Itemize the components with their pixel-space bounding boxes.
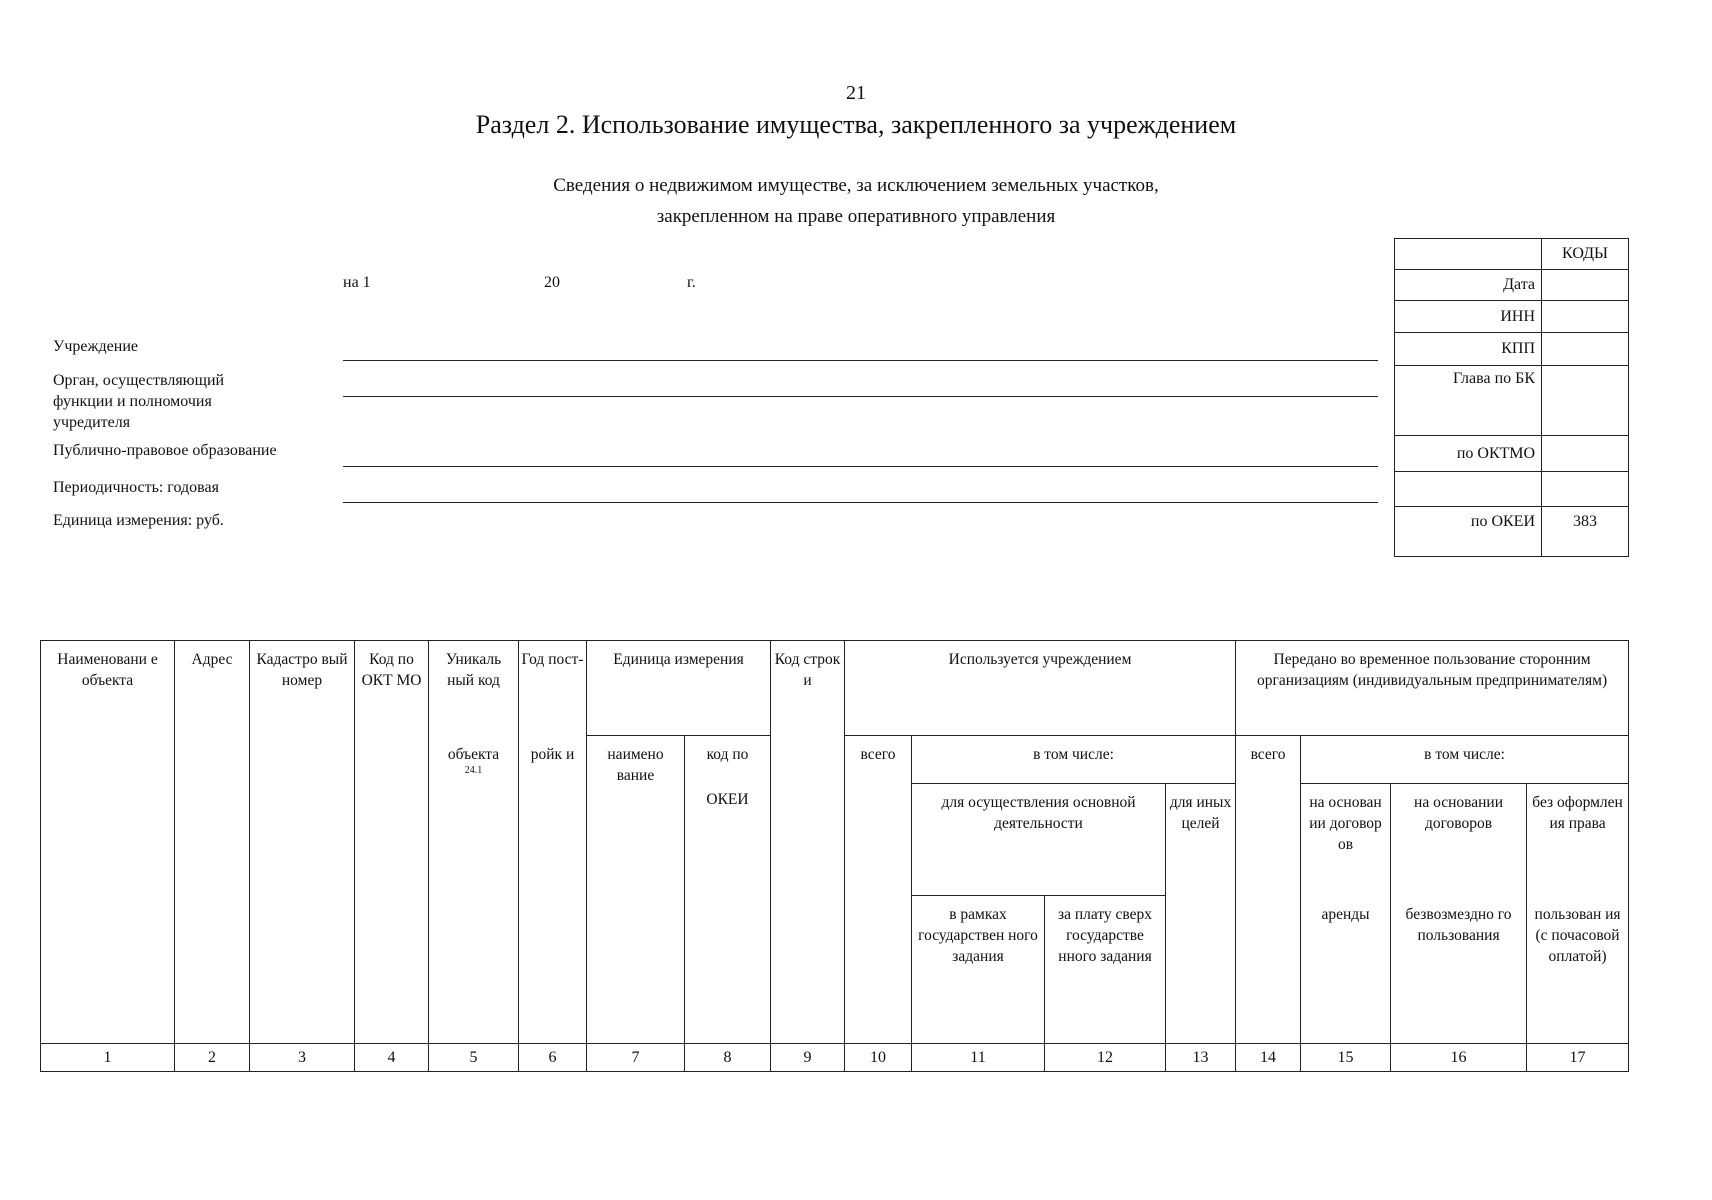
col-header-year: Год пост- (519, 641, 587, 736)
column-number: 3 (250, 1044, 355, 1072)
code-value[interactable] (1542, 301, 1629, 333)
col-header-tr-rent-2: аренды (1301, 896, 1391, 1044)
code-label: Дата (1395, 270, 1542, 301)
code-label: ИНН (1395, 301, 1542, 333)
col-header-used-other: для иных целей (1166, 784, 1236, 1044)
founder-label-line: Орган, осуществляющий (53, 372, 225, 389)
unit-code-label: код по (706, 746, 749, 763)
public-entity-line[interactable] (343, 466, 1378, 467)
col-header-tr-incl: в том числе: (1301, 736, 1629, 784)
column-number: 17 (1527, 1044, 1629, 1072)
column-number: 10 (845, 1044, 912, 1072)
codes-blank (1395, 239, 1542, 270)
unique-object-label: объекта (447, 745, 500, 763)
code-label: КПП (1395, 333, 1542, 366)
col-header-name: Наименовани е объекта (41, 641, 175, 1044)
col-header-tr-free: на основании договоров (1391, 784, 1527, 896)
col-header-unit: Единица измерения (587, 641, 771, 736)
code-label: Глава по БК (1395, 366, 1542, 436)
column-number: 14 (1236, 1044, 1301, 1072)
col-header-used-incl: в том числе: (912, 736, 1236, 784)
code-value[interactable]: 383 (1542, 507, 1629, 557)
property-table (40, 640, 1629, 1072)
codes-table (1394, 238, 1629, 557)
col-header-unit-name: наимено вание (587, 736, 685, 1044)
founder-label-line: учредителя (53, 414, 131, 431)
unit-code-okei: ОКЕИ (706, 791, 749, 808)
code-value[interactable] (1542, 333, 1629, 366)
column-number: 4 (355, 1044, 429, 1072)
periodicity-label: Периодичность: годовая (53, 479, 219, 496)
section-title: Раздел 2. Использование имущества, закрепленного за учреждением (475, 110, 1237, 139)
col-header-oktmo: Код по ОКТ МО (355, 641, 429, 1044)
code-label: по ОКЕИ (1395, 507, 1542, 557)
founder-label-line: функции и полномочия (53, 393, 212, 410)
col-header-tr-rent: на основан ии договор ов (1301, 784, 1391, 896)
column-number: 5 (429, 1044, 519, 1072)
unit-label: Единица измерения: руб. (53, 512, 224, 529)
column-number: 7 (587, 1044, 685, 1072)
column-number: 6 (519, 1044, 587, 1072)
institution-line[interactable] (343, 360, 1378, 361)
subtitle-line-2: закрепленном на праве оперативного управления (656, 206, 1056, 227)
col-header-tr-none-2: пользован ия (с почасовой оплатой) (1527, 896, 1629, 1044)
code-value[interactable] (1542, 270, 1629, 301)
col-header-cadastral: Кадастро вый номер (250, 641, 355, 1044)
code-value[interactable] (1542, 436, 1629, 472)
col-header-used: Используется учреждением (845, 641, 1236, 736)
institution-label: Учреждение (53, 338, 138, 355)
col-header-row-code: Код строк и (771, 641, 845, 1044)
date-suffix: г. (687, 274, 696, 291)
col-header-address: Адрес (175, 641, 250, 1044)
column-number: 9 (771, 1044, 845, 1072)
column-number: 16 (1391, 1044, 1527, 1072)
code-label: по ОКТМО (1395, 436, 1542, 472)
col-header-tr-total: всего (1236, 736, 1301, 1044)
codes-header: КОДЫ (1542, 239, 1629, 270)
col-header-used-paid: за плату сверх государстве нного задания (1045, 896, 1166, 1044)
date-year: 20 (544, 274, 560, 291)
column-number: 13 (1166, 1044, 1236, 1072)
col-header-used-main: для осуществления основной деятельности (912, 784, 1166, 896)
column-number: 8 (685, 1044, 771, 1072)
col-header-unit-code (685, 736, 771, 1044)
column-number: 1 (41, 1044, 175, 1072)
periodicity-line[interactable] (343, 502, 1378, 503)
col-header-used-total: всего (845, 736, 912, 1044)
column-number: 2 (175, 1044, 250, 1072)
col-header-tr-none: без оформлен ия права (1527, 784, 1629, 896)
col-header-unique-2 (429, 736, 519, 1044)
col-header-tr-free-2: безвозмездно го пользования (1391, 896, 1527, 1044)
subtitle-line-1: Сведения о недвижимом имуществе, за исключением земельных участков, (553, 175, 1159, 196)
code-value[interactable] (1542, 366, 1629, 436)
col-header-used-state: в рамках государствен ного задания (912, 896, 1045, 1044)
column-number: 11 (912, 1044, 1045, 1072)
col-header-year-2: ройк и (519, 736, 587, 1044)
col-header-unique: Уникаль ный код (429, 641, 519, 736)
code-label (1395, 472, 1542, 507)
col-header-transferred: Передано во временное пользование сторонним организациям (индивидуальным предпринимателям) (1236, 641, 1629, 736)
founder-line[interactable] (343, 396, 1378, 397)
public-entity-label: Публично-правовое образование (53, 442, 277, 459)
column-number: 15 (1301, 1044, 1391, 1072)
code-value[interactable] (1542, 472, 1629, 507)
page-number: 21 (846, 82, 866, 104)
column-number: 12 (1045, 1044, 1166, 1072)
founder-label (53, 370, 353, 433)
date-prefix: на 1 (343, 274, 371, 291)
unique-note: 24.1 (464, 764, 483, 776)
